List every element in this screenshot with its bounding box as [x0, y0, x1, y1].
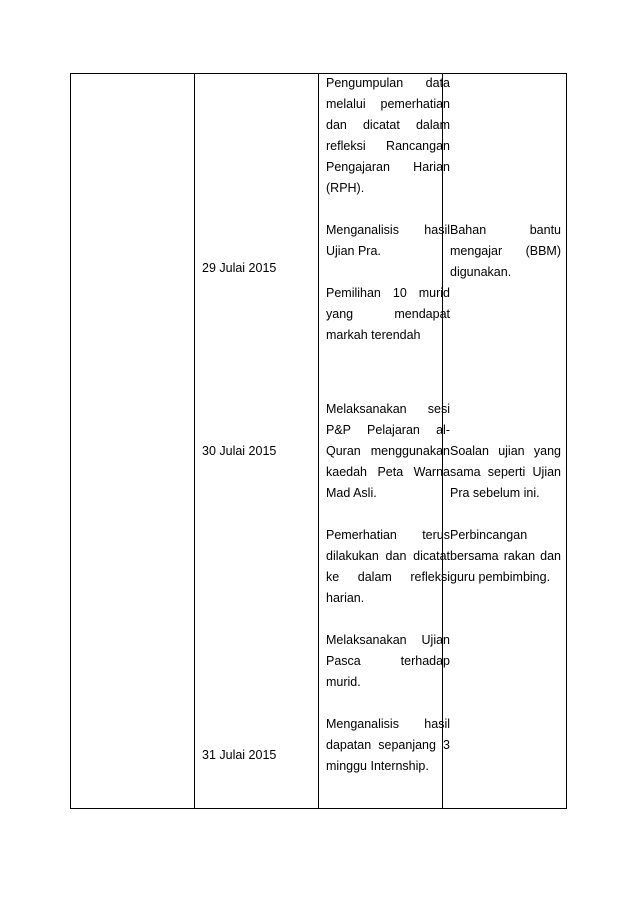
text-line: P&P Pelajaran al- [326, 423, 450, 437]
text-line: (RPH). [326, 181, 365, 195]
notes-cell [450, 220, 561, 283]
text-line: dan dicatat dalam [326, 118, 450, 132]
text-line: guru pembimbing. [450, 570, 551, 584]
activity-paragraph [326, 220, 450, 262]
text-line: Pra sebelum ini. [450, 486, 540, 500]
text-line: Pengumpulan data [326, 76, 450, 90]
text-line: Ujian Pra. [326, 244, 381, 258]
date-31-julai: 31 Julai 2015 [202, 748, 277, 762]
activity-paragraph [326, 73, 450, 199]
text-line: Quran menggunakan [326, 444, 450, 458]
text-line: melalui pemerhatian [326, 97, 450, 111]
text-line: bersama rakan dan [450, 549, 561, 563]
activity-paragraph [326, 525, 450, 609]
column-divider [318, 74, 319, 808]
date-29-julai: 29 Julai 2015 [202, 261, 277, 275]
text-line: kaedah Peta Warna [326, 465, 450, 479]
text-line: refleksi Rancangan [326, 139, 450, 153]
activities-cell [326, 73, 450, 346]
activities-cell-continued [326, 399, 450, 777]
activity-paragraph [326, 399, 450, 504]
schedule-table [70, 73, 567, 809]
text-line: dilakukan dan dicatat [326, 549, 450, 563]
activity-paragraph [326, 714, 450, 777]
text-line: Menganalisis hasil [326, 223, 450, 237]
note-paragraph [450, 441, 561, 504]
text-line: Soalan ujian yang [450, 444, 561, 458]
text-line: digunakan. [450, 265, 512, 279]
text-line: Pemilihan 10 murid [326, 286, 450, 300]
text-line: Melaksanakan sesi [326, 402, 450, 416]
text-line: Pasca terhadap [326, 654, 450, 668]
text-line: Bahan bantu [450, 223, 561, 237]
note-paragraph [450, 525, 561, 588]
text-line: Melaksanakan Ujian [326, 633, 450, 647]
column-divider [194, 74, 195, 808]
text-line: yang mendapat [326, 307, 450, 321]
text-line: Pemerhatian terus [326, 528, 450, 542]
text-line: Pengajaran Harian [326, 160, 450, 174]
activity-paragraph [326, 283, 450, 346]
text-line: Mad Asli. [326, 486, 377, 500]
date-30-julai: 30 Julai 2015 [202, 444, 277, 458]
text-line: ke dalam refleksi [326, 570, 450, 584]
text-line: murid. [326, 675, 361, 689]
text-line: minggu Internship. [326, 759, 429, 773]
text-line: mengajar (BBM) [450, 244, 561, 258]
text-line: dapatan sepanjang 3 [326, 738, 450, 752]
text-line: markah terendah [326, 328, 421, 342]
activity-paragraph [326, 630, 450, 693]
note-paragraph [450, 220, 561, 283]
text-line: Perbincangan [450, 528, 528, 542]
notes-cell-continued [450, 441, 561, 588]
text-line: sama seperti Ujian [450, 465, 561, 479]
text-line: Menganalisis hasil [326, 717, 450, 731]
text-line: harian. [326, 591, 365, 605]
